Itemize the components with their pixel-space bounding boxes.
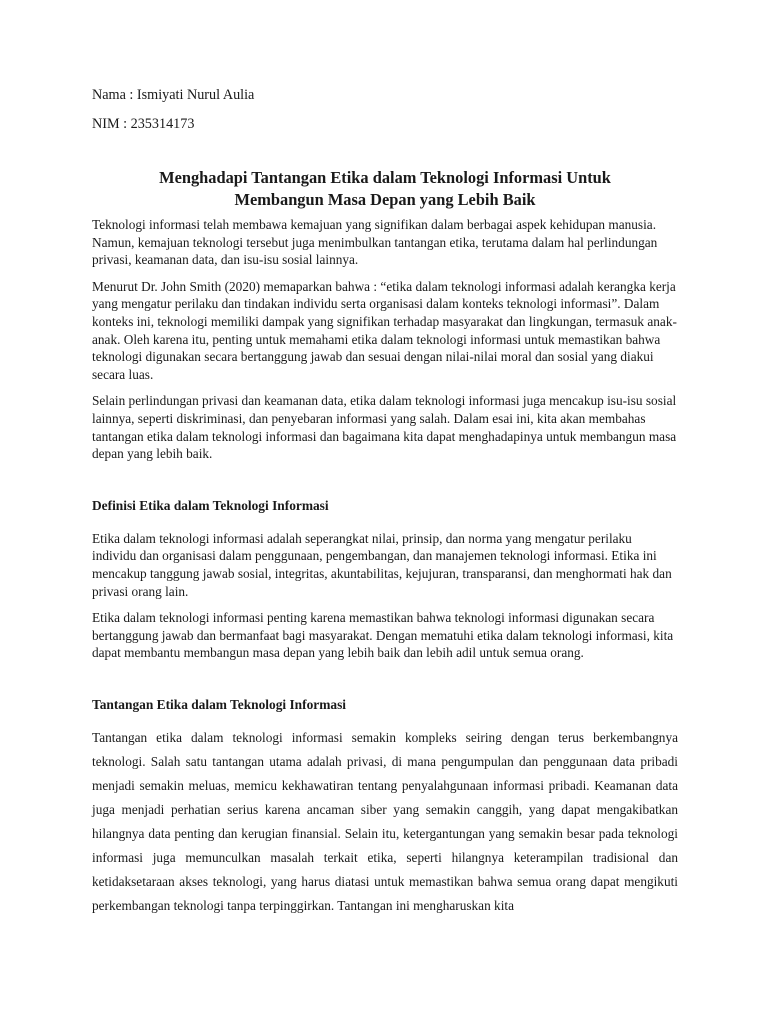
student-nim: NIM : 235314173 [92, 116, 195, 132]
intro-paragraph-1: Teknologi informasi telah membawa kemajuan yang signifikan dalam berbagai aspek kehidupan manusia. Namun, kemajuan teknologi tersebut juga menimbulkan tantangan etika, terutama dalam hal perlindungan privasi, keamanan data, dan isu-isu sosial lainnya. [92, 217, 658, 268]
document-title [92, 167, 678, 211]
student-name: Nama : Ismiyati Nurul Aulia [92, 87, 255, 103]
definisi-paragraph-1: Etika dalam teknologi informasi adalah seperangkat nilai, prinsip, dan norma yang mengatur perilaku individu dan organisasi dalam penggunaan, pengembangan, dan manajemen teknologi informasi. Etika ini mencakup tanggung jawab sosial, integritas, akuntabilitas, kejujuran, transparansi, dan menghormati hak dan privasi orang lain. [92, 530, 672, 599]
intro-paragraph-2: Menurut Dr. John Smith (2020) memaparkan bahwa : “etika dalam teknologi informasi adalah kerangka kerja yang mengatur perilaku dan tindakan individu serta organisasi dalam konteks teknologi informasi”. Dalam konteks ini, teknologi memiliki dampak yang signifikan terhadap masyarakat dan lingkungan, termasuk anak-anak. Oleh karena itu, penting untuk memahami etika dalam teknologi informasi untuk memastikan bahwa teknologi digunakan secara bertanggung jawab dan sesuai dengan nilai-nilai moral dan sosial yang diakui secara luas. [92, 278, 677, 382]
section-heading-definisi: Definisi Etika dalam Teknologi Informasi [92, 497, 329, 513]
section-heading-tantangan: Tantangan Etika dalam Teknologi Informasi [92, 696, 347, 712]
definisi-paragraph-2: Etika dalam teknologi informasi penting karena memastikan bahwa teknologi informasi digunakan secara bertanggung jawab dan bermanfaat bagi masyarakat. Dengan mematuhi etika dalam teknologi informasi, kita dapat membantu membangun masa depan yang lebih baik dan lebih adil untuk semua orang. [92, 610, 674, 661]
intro-paragraph-3: Selain perlindungan privasi dan keamanan data, etika dalam teknologi informasi juga mencakup isu-isu sosial lainnya, seperti diskriminasi, dan penyebaran informasi yang salah. Dalam esai ini, kita akan membahas tantangan etika dalam teknologi informasi dan bagaimana kita dapat menghadapinya untuk membangun masa depan yang lebih baik. [92, 393, 677, 462]
tantangan-paragraph: Tantangan etika dalam teknologi informasi semakin kompleks seiring dengan terus berkembangnya teknologi. Salah satu tantangan utama adalah privasi, di mana pengumpulan dan penggunaan data pribadi menjadi semakin meluas, memicu kekhawatiran tentang penyalahgunaan informasi pribadi. Keamanan data juga menjadi perhatian serius karena ancaman siber yang semakin canggih, yang dapat mengakibatkan hilangnya data penting dan kerugian finansial. Selain itu, ketergantungan yang semakin besar pada teknologi informasi juga memunculkan masalah terkait etika, seperti hilangnya keterampilan tradisional dan ketidaksetaraan akses teknologi, yang harus diatasi untuk memastikan bahwa semua orang dapat mengikuti perkembangan teknologi tanpa terpinggirkan. Tantangan ini mengharuskan kita [92, 729, 678, 913]
title-line-2: Membangun Masa Depan yang Lebih Baik [234, 190, 536, 209]
title-line-1: Menghadapi Tantangan Etika dalam Teknologi Informasi Untuk [159, 168, 611, 187]
